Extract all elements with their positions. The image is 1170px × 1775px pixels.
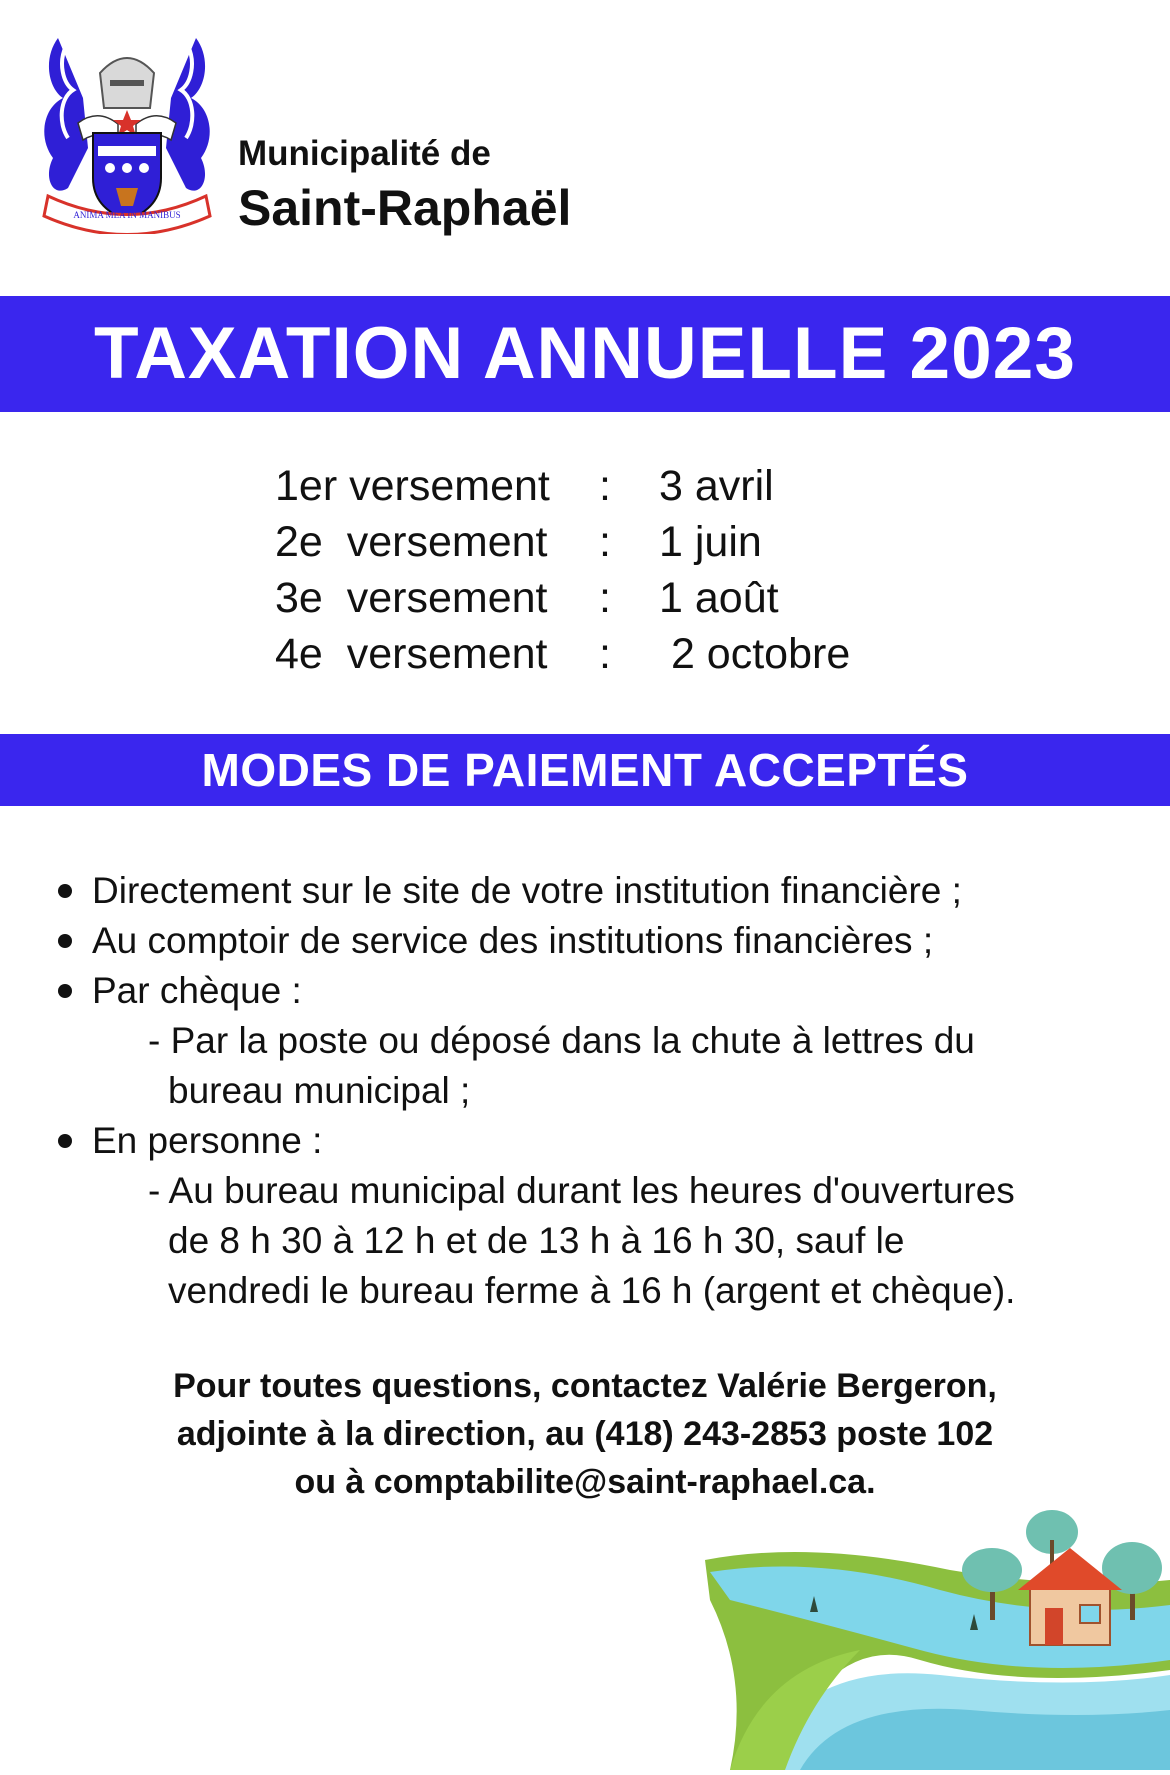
schedule-date: 1 juin <box>659 518 762 566</box>
bullet-icon <box>58 884 72 898</box>
contact-line: adjointe à la direction, au (418) 243-2853 poste 102 <box>176 1415 994 1453</box>
contact-line: ou à comptabilite@saint-raphael.ca. <box>294 1463 876 1501</box>
list-item <box>58 916 1158 966</box>
schedule-date: 1 août <box>659 574 779 622</box>
cheque-detail-line: bureau municipal ; <box>168 1070 471 1111</box>
schedule-row <box>275 570 850 626</box>
contact-info <box>0 1362 1170 1506</box>
list-item-text: Directement sur le site de votre institution financière ; <box>92 870 962 911</box>
in-person-details <box>58 1166 1158 1316</box>
list-item-text: En personne : <box>92 1120 323 1161</box>
bullet-icon <box>58 934 72 948</box>
page-title: TAXATION ANNUELLE 2023 <box>0 296 1170 412</box>
schedule-label: 1er versement <box>275 462 550 510</box>
in-person-detail-line: de 8 h 30 à 12 h et de 13 h à 16 h 30, sauf le <box>168 1220 905 1261</box>
cheque-details <box>58 1016 1158 1116</box>
bullet-icon <box>58 984 72 998</box>
org-line1: Municipalité de <box>238 134 491 173</box>
schedule-colon: : <box>599 574 611 622</box>
municipality-name <box>238 134 571 238</box>
payment-modes-list <box>58 866 1158 1316</box>
schedule-date: 2 octobre <box>659 630 851 678</box>
schedule-colon: : <box>599 518 611 566</box>
schedule-label: 3e versement <box>275 574 548 622</box>
contact-line: Pour toutes questions, contactez Valérie Bergeron, <box>173 1367 997 1405</box>
in-person-detail-line: - Au bureau municipal durant les heures d'ouvertures <box>148 1170 1015 1211</box>
payment-modes-heading: MODES DE PAIEMENT ACCEPTÉS <box>0 734 1170 806</box>
schedule-label: 2e versement <box>275 518 548 566</box>
in-person-detail-line: vendredi le bureau ferme à 16 h (argent et chèque). <box>168 1270 1016 1311</box>
river-house-illustration <box>690 1510 1170 1770</box>
list-item-text: Au comptoir de service des institutions financières ; <box>92 920 934 961</box>
schedule-date: 3 avril <box>659 462 774 510</box>
list-item <box>58 866 1158 916</box>
schedule-colon: : <box>599 630 611 678</box>
schedule-row <box>275 458 850 514</box>
bullet-icon <box>58 1134 72 1148</box>
crest-motto-text: ANIMA MEA IN MANIBUS <box>73 210 181 220</box>
schedule-row <box>275 626 850 682</box>
list-item-text: Par chèque : <box>92 970 302 1011</box>
municipal-crest-logo <box>38 28 216 234</box>
schedule-colon: : <box>599 462 611 510</box>
payment-schedule <box>275 458 850 682</box>
list-item <box>58 1116 1158 1166</box>
list-item <box>58 966 1158 1016</box>
schedule-label: 4e versement <box>275 630 548 678</box>
schedule-row <box>275 514 850 570</box>
org-line2: Saint-Raphaël <box>238 180 572 237</box>
cheque-detail-line: - Par la poste ou déposé dans la chute à lettres du <box>148 1020 975 1061</box>
